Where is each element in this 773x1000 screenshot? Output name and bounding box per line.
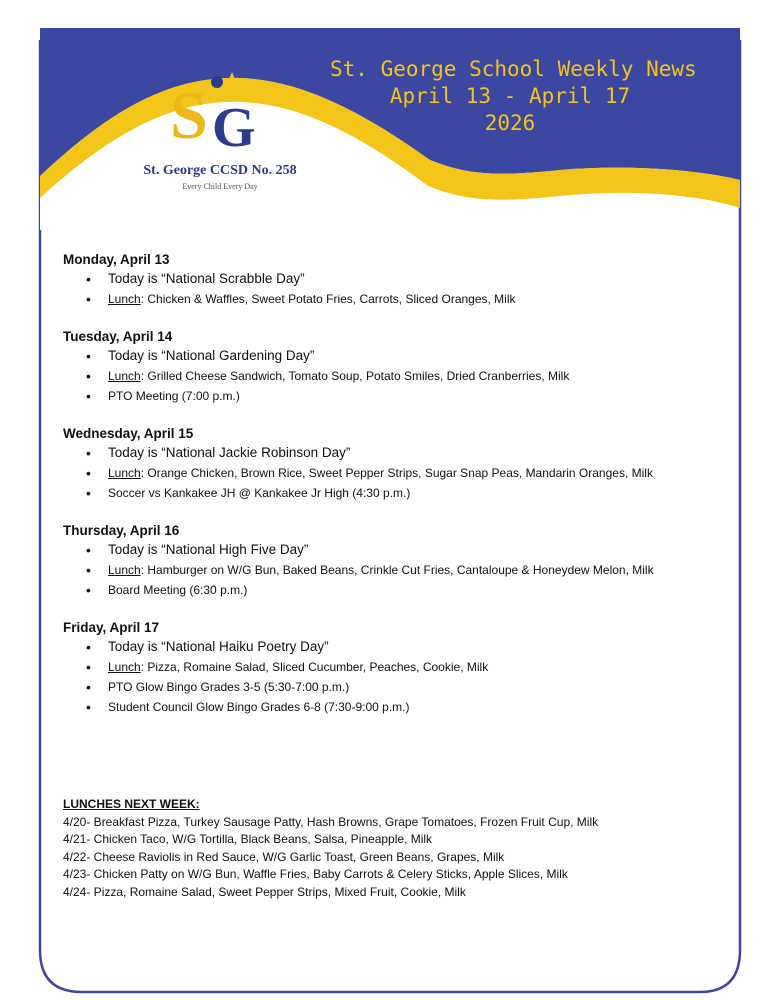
day-observance: • Today is “National Scrabble Day” [108,269,713,289]
next-week-title: LUNCHES NEXT WEEK: [63,797,200,811]
lunch-menu: : Orange Chicken, Brown Rice, Sweet Pepper Strips, Sugar Snap Peas, Mandarin Oranges, Milk [140,466,653,480]
day-title: Tuesday, April 14 [63,329,173,344]
lunch-label: Lunch [108,292,141,306]
next-week-lunches [63,796,713,901]
day-observance: • Today is “National Gardening Day” [108,346,713,366]
event-item: • PTO Meeting (7:00 p.m.) [108,386,713,406]
year-line: 2026 [484,111,536,135]
lunch-label: Lunch [108,466,141,480]
event-item: • Soccer vs Kankakee JH @ Kankakee Jr High (4:30 p.m.) [108,483,713,503]
lunch-item [108,366,713,386]
logo-mark [120,60,320,160]
day-title: Friday, April 17 [63,620,160,635]
svg-text:G: G [212,97,256,159]
newsletter-title [330,56,697,137]
title-line: St. George School Weekly News [330,57,697,81]
event-item: • Board Meeting (6:30 p.m.) [108,580,713,600]
event-item: • PTO Glow Bingo Grades 3-5 (5:30-7:00 p.m.) [108,677,713,697]
day-section [63,250,713,309]
lunch-menu: : Pizza, Romaine Salad, Sliced Cucumber, Peaches, Cookie, Milk [140,660,489,674]
day-section [63,327,713,406]
lunch-menu: : Chicken & Waffles, Sweet Potato Fries, Carrots, Sliced Oranges, Milk [140,292,516,306]
day-observance: • Today is “National Jackie Robinson Day” [108,443,713,463]
day-section [63,424,713,503]
district-name: St. George CCSD No. 258 [143,163,297,178]
next-week-item: 4/21- Chicken Taco, W/G Tortilla, Black Beans, Salsa, Pineapple, Milk [63,832,433,846]
lunch-menu: : Hamburger on W/G Bun, Baked Beans, Crinkle Cut Fries, Cantaloupe & Honeydew Melon, Milk [140,563,654,577]
lunch-item [108,463,713,483]
lunch-label: Lunch [108,369,141,383]
lunch-item [108,289,713,309]
date-range-line: April 13 - April 17 [389,84,631,108]
next-week-item: 4/20- Breakfast Pizza, Turkey Sausage Patty, Hash Browns, Grape Tomatoes, Frozen Fruit Cup, Milk [63,814,599,829]
day-observance: • Today is “National Haiku Poetry Day” [108,637,713,657]
day-section [63,618,713,717]
lunch-label: Lunch [108,563,141,577]
next-week-item: 4/22- Cheese Raviolis in Red Sauce, W/G Garlic Toast, Green Beans, Grapes, Milk [63,849,505,864]
day-section [63,521,713,600]
day-title: Monday, April 13 [63,252,170,267]
lunch-menu: : Grilled Cheese Sandwich, Tomato Soup, Potato Smiles, Dried Cranberries, Milk [140,369,570,383]
lunch-item [108,560,713,580]
day-title: Thursday, April 16 [63,523,180,538]
next-week-item: 4/24- Pizza, Romaine Salad, Sweet Pepper Strips, Mixed Fruit, Cookie, Milk [63,884,466,899]
next-week-item: 4/23- Chicken Patty on W/G Bun, Waffle Fries, Baby Carrots & Celery Sticks, Apple Slices, Milk [63,867,568,881]
event-item: • Student Council Glow Bingo Grades 6-8 (7:30-9:00 p.m.) [108,697,713,717]
lunch-label: Lunch [108,660,141,674]
day-title: Wednesday, April 15 [63,426,194,441]
school-logo [120,60,320,210]
district-tagline: Every Child Every Day [182,182,258,191]
weekly-schedule [63,250,713,735]
day-observance: • Today is “National High Five Day” [108,540,713,560]
lunch-item [108,657,713,677]
svg-text:S: S [170,77,208,153]
